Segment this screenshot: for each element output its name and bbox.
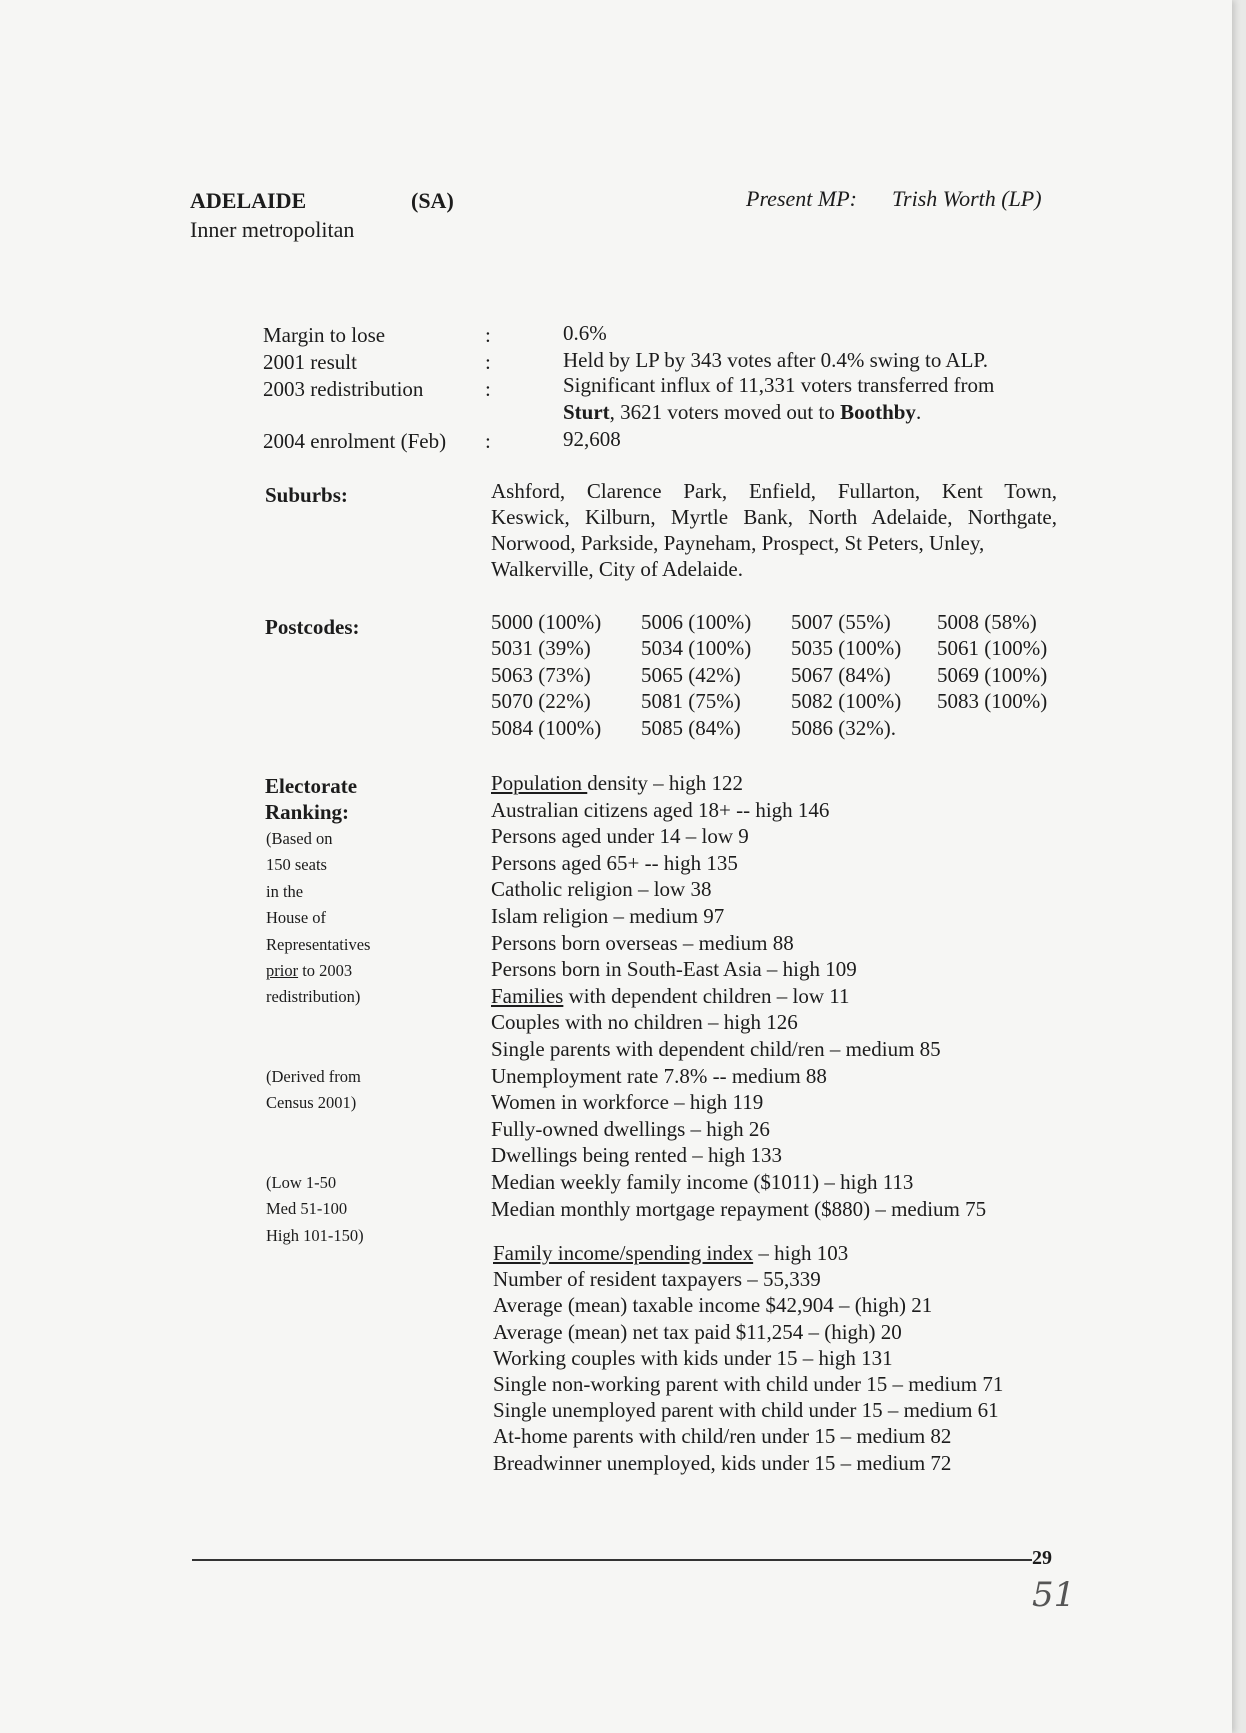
summary-sep: : bbox=[485, 350, 491, 374]
suburbs-line: Walkerville, City of Adelaide. bbox=[491, 557, 743, 581]
ranking-notes-source bbox=[266, 1064, 361, 1117]
suburbs-line: Keswick, Kilburn, Myrtle Bank, North Adelaide, Northgate, bbox=[491, 505, 1057, 529]
income-item-text: Number of resident taxpayers – 55,339 bbox=[493, 1267, 821, 1292]
postcode-item: 5007 (55%) bbox=[791, 610, 891, 634]
postcode-item: 5063 (73%) bbox=[491, 662, 591, 687]
suburbs-line: Norwood, Parkside, Payneham, Prospect, St Peters, Unley, bbox=[491, 531, 985, 555]
income-item bbox=[493, 1371, 1003, 1397]
census-item-text: Women in workforce – high 119 bbox=[491, 1090, 764, 1115]
census-item bbox=[491, 1196, 986, 1223]
redistribution-end-text: . bbox=[915, 400, 922, 424]
census-item bbox=[491, 1036, 986, 1063]
census-item-text: Median weekly family income ($1011) – high 113 bbox=[491, 1169, 914, 1194]
postcode-item: 5083 (100%) bbox=[937, 689, 1048, 714]
postcode-item: 5000 (100%) bbox=[491, 610, 602, 634]
ranking-note: (Based on bbox=[266, 829, 333, 848]
summary-sep: : bbox=[485, 377, 491, 401]
summary-value-result: Held by LP by 343 votes after 0.4% swing to ALP. bbox=[563, 348, 989, 372]
postcode-item: 5084 (100%) bbox=[491, 715, 602, 740]
page-number: 29 bbox=[1032, 1547, 1052, 1569]
income-item-underlined: Family income/spending index bbox=[493, 1241, 754, 1265]
postcode-item: 5070 (22%) bbox=[491, 689, 591, 714]
present-mp-name: Trish Worth (LP) bbox=[892, 186, 1042, 211]
income-item bbox=[493, 1345, 1003, 1371]
ranking-note: (Low 1-50 bbox=[266, 1173, 337, 1192]
income-item bbox=[493, 1240, 1003, 1266]
census-item bbox=[491, 1116, 986, 1143]
ranking-note: redistribution) bbox=[266, 987, 361, 1007]
census-item-text: Dwellings being rented – high 133 bbox=[491, 1143, 783, 1168]
ranking-note: Representatives bbox=[266, 934, 371, 954]
handwritten-number: 51 bbox=[1032, 1575, 1076, 1615]
income-item bbox=[493, 1397, 1003, 1423]
postcode-item: 5035 (100%) bbox=[791, 636, 902, 661]
summary-value-enrolment: 92,608 bbox=[563, 427, 621, 451]
income-item-text: Average (mean) net tax paid $11,254 – (high) 20 bbox=[493, 1319, 902, 1344]
postcode-item: 5082 (100%) bbox=[791, 689, 902, 714]
summary-value-redistribution-line2 bbox=[563, 399, 921, 425]
postcodes-label: Postcodes: bbox=[265, 615, 360, 639]
summary-label-margin: Margin to lose bbox=[263, 323, 386, 347]
sturt-name: Sturt bbox=[563, 400, 610, 424]
census-item-text: Median monthly mortgage repayment ($880) – medium 75 bbox=[491, 1196, 987, 1221]
prior-word: prior bbox=[266, 961, 299, 981]
summary-value-redistribution-line1: Significant influx of 11,331 voters transferred from bbox=[563, 373, 995, 397]
suburbs-line: Ashford, Clarence Park, Enfield, Fullarton, Kent Town, bbox=[491, 479, 1057, 503]
census-item-text: with dependent children – low 11 bbox=[563, 983, 850, 1008]
postcode-item: 5031 (39%) bbox=[491, 636, 591, 661]
summary-value-margin: 0.6% bbox=[563, 321, 607, 345]
ranking-label-line1: Electorate bbox=[265, 774, 358, 798]
census-item-text: Fully-owned dwellings – high 26 bbox=[491, 1116, 770, 1141]
census-item bbox=[491, 1009, 986, 1036]
census-item bbox=[491, 850, 986, 877]
census-item-text: Australian citizens aged 18+ -- high 146 bbox=[491, 797, 830, 822]
census-item-text: Persons born in South-East Asia – high 109 bbox=[491, 957, 857, 982]
census-item-text: Persons aged 65+ -- high 135 bbox=[491, 850, 738, 875]
state-label: (SA) bbox=[411, 188, 454, 213]
summary-sep: : bbox=[485, 429, 491, 453]
postcode-item: 5085 (84%) bbox=[641, 715, 741, 740]
postcode-item: 5065 (42%) bbox=[641, 662, 741, 687]
income-item-text: – high 103 bbox=[753, 1241, 849, 1265]
census-item-text: Islam religion – medium 97 bbox=[491, 903, 725, 928]
postcode-item: 5034 (100%) bbox=[641, 636, 752, 661]
summary-label-redistribution: 2003 redistribution bbox=[263, 377, 424, 401]
census-item-underlined: Families bbox=[491, 983, 564, 1008]
census-item-text: Catholic religion – low 38 bbox=[491, 877, 712, 902]
census-item bbox=[491, 1063, 986, 1090]
electorate-name: ADELAIDE bbox=[190, 188, 307, 213]
summary-label-enrolment: 2004 enrolment (Feb) bbox=[263, 429, 447, 453]
postcode-item: 5067 (84%) bbox=[791, 662, 891, 687]
ranking-note: (Derived from bbox=[266, 1067, 361, 1086]
income-item bbox=[493, 1450, 1003, 1476]
ranking-note: Med 51-100 bbox=[266, 1199, 348, 1219]
income-item bbox=[493, 1319, 1003, 1345]
summary-label-result: 2001 result bbox=[263, 350, 357, 374]
census-item bbox=[491, 956, 986, 983]
ranking-note: Census 2001) bbox=[266, 1093, 357, 1113]
suburbs-label: Suburbs: bbox=[265, 483, 348, 507]
census-item-underlined: Population bbox=[491, 771, 588, 795]
postcode-item: 5006 (100%) bbox=[641, 610, 752, 634]
boothby-name: Boothby bbox=[840, 400, 916, 424]
income-ranking-list bbox=[493, 1240, 1003, 1476]
income-item bbox=[493, 1423, 1003, 1449]
census-item-text: Single parents with dependent child/ren – medium 85 bbox=[491, 1036, 941, 1061]
census-ranking-list bbox=[491, 770, 986, 1222]
ranking-note: High 101-150) bbox=[266, 1225, 364, 1245]
census-item bbox=[491, 930, 986, 957]
postcode-item: 5086 (32%). bbox=[791, 715, 896, 740]
suburbs-list bbox=[491, 478, 1057, 582]
census-item bbox=[491, 983, 986, 1010]
ranking-note: House of bbox=[266, 908, 327, 928]
census-item-text: density – high 122 bbox=[587, 771, 744, 795]
census-item-text: Unemployment rate 7.8% -- medium 88 bbox=[491, 1063, 827, 1088]
postcode-item bbox=[937, 715, 1057, 741]
electorate-type: Inner metropolitan bbox=[190, 217, 355, 242]
census-item bbox=[491, 1142, 986, 1169]
census-item bbox=[491, 797, 986, 824]
ranking-notes-basis bbox=[266, 826, 370, 1011]
ranking-note-prior bbox=[266, 958, 370, 984]
redistribution-mid-text: , 3621 voters moved out to bbox=[609, 400, 841, 424]
income-item-text: Breadwinner unemployed, kids under 15 – medium 72 bbox=[493, 1450, 952, 1475]
census-item-text: Persons born overseas – medium 88 bbox=[491, 930, 794, 955]
census-item-text: Persons aged under 14 – low 9 bbox=[491, 824, 749, 849]
census-item bbox=[491, 823, 986, 850]
ranking-notes-scale bbox=[266, 1170, 364, 1249]
income-item bbox=[493, 1292, 1003, 1318]
census-item bbox=[491, 1089, 986, 1116]
ranking-note: in the bbox=[266, 881, 304, 901]
summary-sep: : bbox=[485, 323, 491, 347]
footer-rule bbox=[192, 1559, 1032, 1561]
income-item-text: At-home parents with child/ren under 15 – medium 82 bbox=[493, 1424, 952, 1449]
income-item-text: Average (mean) taxable income $42,904 – (high) 21 bbox=[493, 1293, 933, 1318]
postcode-item: 5069 (100%) bbox=[937, 662, 1048, 687]
postcode-item: 5061 (100%) bbox=[937, 636, 1048, 661]
census-item bbox=[491, 1169, 986, 1196]
census-item bbox=[491, 903, 986, 930]
ranking-note: 150 seats bbox=[266, 855, 327, 875]
present-mp-label: Present MP: bbox=[746, 186, 857, 211]
census-item bbox=[491, 770, 986, 797]
prior-rest: to 2003 bbox=[298, 961, 353, 981]
census-item-text: Couples with no children – high 126 bbox=[491, 1010, 798, 1035]
income-item-text: Single unemployed parent with child under 15 – medium 61 bbox=[493, 1398, 999, 1423]
ranking-label-line2: Ranking: bbox=[265, 800, 350, 824]
postcode-item: 5008 (58%) bbox=[937, 610, 1037, 634]
postcode-item: 5081 (75%) bbox=[641, 689, 741, 714]
income-item bbox=[493, 1266, 1003, 1292]
income-item-text: Single non-working parent with child under 15 – medium 71 bbox=[493, 1371, 1004, 1396]
income-item-text: Working couples with kids under 15 – high 131 bbox=[493, 1345, 893, 1370]
postcodes-grid bbox=[491, 609, 1057, 741]
census-item bbox=[491, 876, 986, 903]
